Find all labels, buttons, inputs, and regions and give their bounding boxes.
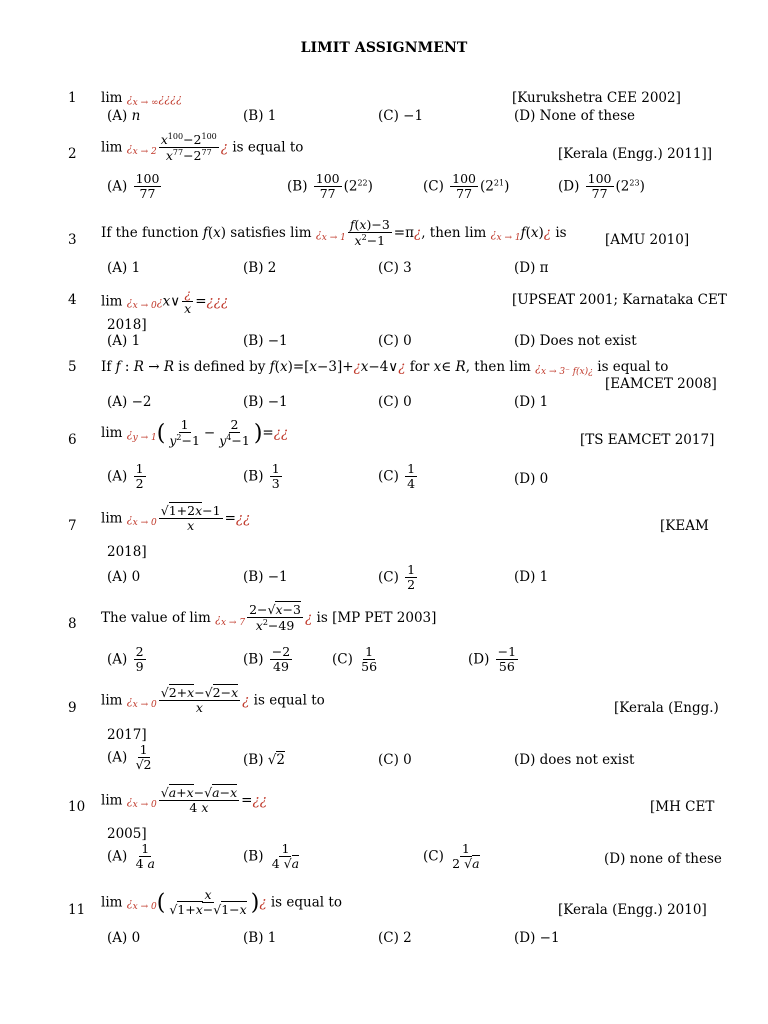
question-stem: The value of $\lim ¿_{x \to 7}$ $\frac{2-√x-3}{x^2-49}$ ¿ is [MP PET 2003] xyxy=(101,602,437,634)
source-continuation: 2005] xyxy=(107,826,147,842)
option-d: (D) −1 xyxy=(514,930,560,946)
page-title: LIMIT ASSIGNMENT xyxy=(300,40,468,56)
option-a: (A) $\frac{100}{77}$ xyxy=(107,171,160,202)
option-b: (B) 1 xyxy=(243,930,277,946)
option-a: (A) $\frac{1}{2}$ xyxy=(107,461,144,492)
option-b: (B) −1 xyxy=(243,394,288,410)
option-d: (D) None of these xyxy=(514,108,636,124)
question-number: 10 xyxy=(68,799,86,815)
question-stem: If the function f(x) satisfies $\lim ¿_{x \to 1}$ $\frac{f(x)-3}{x^2-1}$ =π¿, then $\lim ¿_{x \to 1}f(x)¿$ is xyxy=(101,217,567,249)
question-source: [EAMCET 2008] xyxy=(605,376,717,392)
question-source: [Kerala (Engg.) 2010] xyxy=(558,902,707,918)
option-a: (A) 0 xyxy=(107,569,141,585)
question-number: 3 xyxy=(68,232,77,248)
option-b: (B) 1 xyxy=(243,108,277,124)
option-d: (D) $\frac{100}{77}$ $(2^{23})$ xyxy=(558,171,645,202)
option-a: (A) −2 xyxy=(107,394,152,410)
option-b: (B) −1 xyxy=(243,569,288,585)
option-c: (C) 0 xyxy=(378,752,412,768)
question-number: 4 xyxy=(68,292,77,308)
question-number: 2 xyxy=(68,146,77,162)
option-a: (A) n xyxy=(107,108,141,124)
option-a: (A) $\frac{1}{√2}$ xyxy=(107,742,152,773)
option-d: (D) π xyxy=(514,260,549,276)
question-source: [Kurukshetra CEE 2002] xyxy=(512,90,681,106)
option-d: (D) Does not exist xyxy=(514,333,637,349)
option-a: (A) $\frac{2}{9}$ xyxy=(107,644,144,675)
option-c: (C) 2 xyxy=(378,930,412,946)
question-number: 6 xyxy=(68,432,77,448)
question-number: 1 xyxy=(68,90,77,106)
question-number: 11 xyxy=(68,902,86,918)
option-a: (A) 0 xyxy=(107,930,141,946)
question-number: 8 xyxy=(68,616,77,632)
option-b: (B) 2 xyxy=(243,260,277,276)
question-stem: $\lim ¿_{x \to 0}$ $\frac{√1+2x-1}{x}$ =¿¿ xyxy=(101,503,251,534)
question-source: [TS EAMCET 2017] xyxy=(580,432,715,448)
question-number: 5 xyxy=(68,359,77,375)
option-b: (B) $\frac{-2}{49}$ xyxy=(243,644,291,675)
option-c: (C) $\frac{1}{2}$ xyxy=(378,562,416,593)
option-d: (D) 1 xyxy=(514,394,549,410)
option-c: (C) $\frac{1}{4}$ xyxy=(378,461,416,492)
option-b: (B) $\frac{100}{77}$ $(2^{22})$ xyxy=(287,171,373,202)
question-stem: $\lim ¿_{y \to 1}$( $\frac{1}{y^2-1}$ − $\frac{2}{y^4-1}$ )=¿¿ xyxy=(101,417,289,449)
question-source: [AMU 2010] xyxy=(605,232,690,248)
question-source: [UPSEAT 2001; Karnataka CET xyxy=(512,292,727,308)
question-source: [KEAM xyxy=(660,518,709,534)
question-source: [MH CET xyxy=(650,799,715,815)
option-c: (C) −1 xyxy=(378,108,424,124)
question-stem: $\lim ¿_{x \to \infty}¿¿¿¿$ xyxy=(101,90,183,108)
option-a: (A) $\frac{1}{4 a}$ xyxy=(107,841,155,872)
option-d: (D) none of these xyxy=(604,851,722,867)
source-continuation: 2017] xyxy=(107,727,147,743)
option-b: (B) −1 xyxy=(243,333,288,349)
question-stem: If f : R → R is defined by f(x)=[x−3]+¿x−4∨¿ for x∈ R, then $\lim ¿_{x \to 3^- f(x)¿}$ is equal to xyxy=(101,359,669,377)
option-d: (D) does not exist xyxy=(514,752,635,768)
question-stem: $\lim ¿_{x \to 0}$( $\frac{x}{√1+x-√1-x}$ )¿ is equal to xyxy=(101,887,342,918)
option-d: (D) 0 xyxy=(514,471,549,487)
option-a: (A) 1 xyxy=(107,260,141,276)
option-c: (C) 0 xyxy=(378,333,412,349)
option-c: (C) 3 xyxy=(378,260,412,276)
question-stem: $\lim ¿_{x \to 0}$ $\frac{√2+x-√2-x}{x}$ ¿ is equal to xyxy=(101,685,325,716)
option-a: (A) 1 xyxy=(107,333,141,349)
option-b: (B) $\frac{1}{3}$ xyxy=(243,461,280,492)
option-d: (D) 1 xyxy=(514,569,549,585)
question-number: 7 xyxy=(68,518,77,534)
option-c: (C) $\frac{1}{56}$ xyxy=(332,644,378,675)
option-c: (C) $\frac{1}{2 √a}$ xyxy=(423,841,480,872)
option-d: (D) $\frac{-1}{56}$ xyxy=(468,644,517,675)
question-source: [Kerala (Engg.) xyxy=(614,700,719,716)
question-stem: $\lim ¿_{x \to 0}$ $\frac{√a+x-√a-x}{4 x}$ =¿¿ xyxy=(101,785,267,816)
question-number: 9 xyxy=(68,700,77,716)
source-continuation: 2018] xyxy=(107,544,147,560)
option-b: (B) √2 xyxy=(243,752,285,768)
question-source: [Kerala (Engg.) 2011]] xyxy=(558,146,712,162)
source-continuation: 2018] xyxy=(107,317,147,333)
question-stem: $\lim ¿_{x \to 0}¿x\vee$ $\frac{¿}{x}$ =¿¿¿ xyxy=(101,286,229,317)
option-c: (C) 0 xyxy=(378,394,412,410)
option-b: (B) $\frac{1}{4 √a}$ xyxy=(243,841,300,872)
option-c: (C) $\frac{100}{77}$ $(2^{21})$ xyxy=(423,171,510,202)
question-stem: $\lim ¿_{x \to 2}$ $\frac{x^{100}-2^{100}}{x^{77}-2^{77}}$ ¿ is equal to xyxy=(101,132,304,164)
